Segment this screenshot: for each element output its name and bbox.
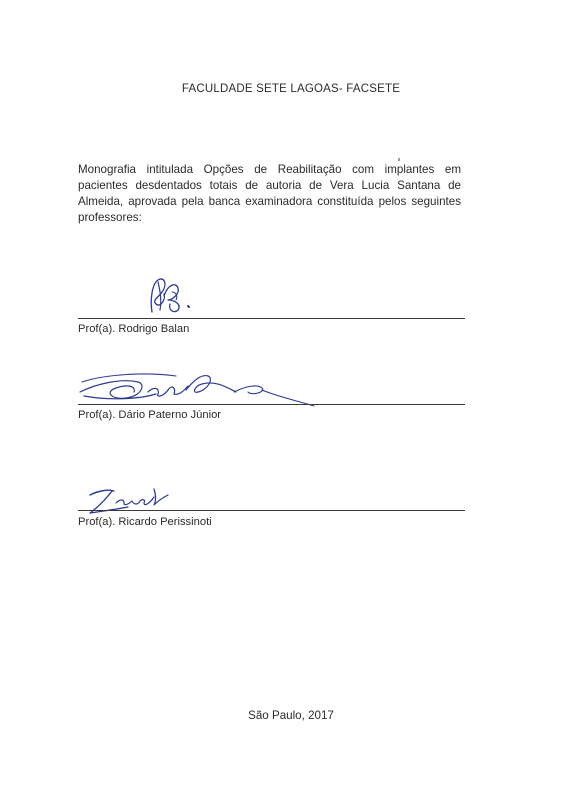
signature-block-3 (78, 475, 465, 545)
handwritten-signature-3 (84, 481, 184, 521)
institution-header: FACULDADE SETE LAGOAS- FACSETE (181, 83, 401, 95)
signature-block-2 (78, 362, 465, 432)
stray-mark (398, 158, 400, 161)
signature-block-1 (78, 270, 465, 340)
handwritten-signature-2 (76, 362, 321, 408)
signatory-name-3: Prof(a). Ricardo Perissinoti (78, 516, 212, 528)
signature-line-2 (78, 404, 465, 405)
signatory-name-1: Prof(a). Rodrigo Balan (78, 323, 190, 335)
signatory-name-2: Prof(a). Dário Paterno Júnior (78, 409, 222, 421)
place-and-date: São Paulo, 2017 (248, 709, 334, 722)
handwritten-signature-1 (138, 270, 208, 320)
signature-line-3 (78, 510, 465, 511)
approval-statement: Monografia intitulada Opções de Reabilitação com implantes em pacientes desdentados totais de autoria de Vera Lucia Santana de Almeida, aprovada pela banca examinadora constituída pelos seguintes professores: (78, 163, 461, 224)
signature-line-1 (78, 318, 465, 319)
